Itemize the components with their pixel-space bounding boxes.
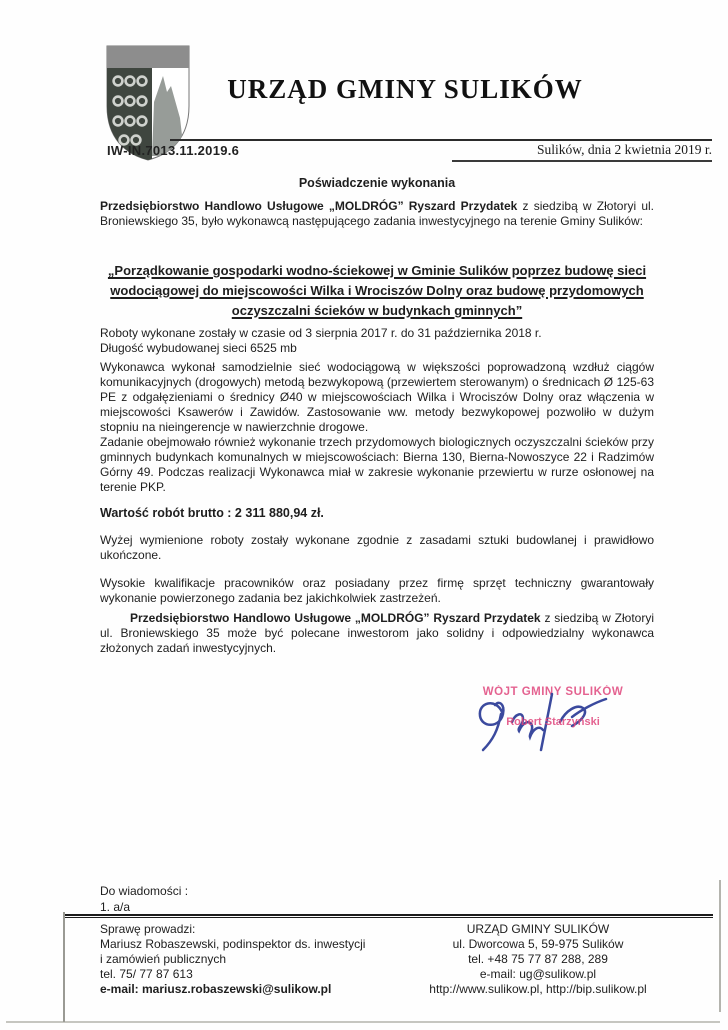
contractor-name: Przedsiębiorstwo Handlowo Usługowe „MOLDRÓG” Ryszard Przydatek — [100, 199, 518, 213]
description-paragraph-2: Zadanie obejmowało również wykonanie trzech przydomowych biologicznych oczyszczalni ścieków przy gminnych budynkach komunalnych w miejscowościach: Bierna 130, Bierna-Nowoszyce 22 i Radzimów Górny 49. Podczas realizacji Wykonawca miał w zakresie wykonanie przewiertu w rurze osłonowej na terenie PKP. — [100, 435, 654, 494]
place-and-date: Sulików, dnia 2 kwietnia 2019 r. — [537, 142, 712, 157]
office-address: ul. Dworcowa 5, 59-975 Sulików — [452, 937, 624, 951]
case-handler-dept: i zamówień publicznych — [100, 952, 227, 966]
document-title: Poświadczenie wykonania — [298, 176, 456, 190]
case-handler-lead: Sprawę prowadzi: — [100, 922, 196, 936]
project-title: „Porządkowanie gospodarki wodno-ściekowej w Gminie Sulików poprzez budowę sieci wodociągowej do miejscowości Wilka i Wrociszów Dolny oraz budowę przydomowych oczyszczalni ścieków w budynkach gminnych” — [107, 263, 647, 318]
completion-statement: Wyżej wymienione roboty zostały wykonane zgodnie z zasadami sztuki budowlanej i prawidłowo ukończone. — [100, 533, 654, 562]
date-divider — [452, 160, 712, 162]
recommendation-paragraph — [100, 611, 654, 656]
office-name: URZĄD GMINY SULIKÓW — [466, 922, 610, 936]
recommendation-text: z siedzibą w Złotoryi ul. Broniewskiego 35 może być polecane inwestorom jako solidny i odpowiedzialny wykonawca złożonych zadań inwestycyjnych. — [100, 611, 654, 655]
works-period: Roboty wykonane zostały w czasie od 3 sierpnia 2017 r. do 31 października 2018 r. — [100, 326, 542, 340]
distribution-label: Do wiadomości : — [100, 884, 189, 898]
distribution-item: 1. a/a — [100, 900, 131, 914]
scan-right-edge — [719, 880, 721, 1012]
header-divider — [170, 139, 712, 141]
works-description — [100, 360, 654, 495]
office-websites: http://www.sulikow.pl, http://bip.sulikow.pl — [429, 982, 647, 996]
signer-name: Robert Starzyński — [506, 716, 600, 728]
works-summary — [100, 326, 654, 356]
intro-paragraph — [100, 199, 654, 229]
office-email: e-mail: ug@sulikow.pl — [479, 967, 597, 981]
scan-left-edge — [63, 912, 65, 1022]
footer-divider — [63, 914, 713, 918]
network-length: Długość wybudowanej sieci 6525 mb — [100, 341, 297, 355]
reference-number: IW-IN.7013.11.2019.6 — [107, 143, 240, 158]
case-handler-name: Mariusz Robaszewski, podinspektor ds. inwestycji — [100, 937, 366, 951]
case-handler-phone: tel. 75/ 77 87 613 — [100, 967, 193, 981]
case-handler-email: e-mail: mariusz.robaszewski@sulikow.pl — [100, 982, 332, 996]
signer-title-stamp: WÓJT GMINY SULIKÓW — [482, 686, 624, 698]
scan-bottom-edge — [6, 1021, 720, 1023]
office-phone: tel. +48 75 77 87 288, 289 — [468, 952, 608, 966]
gross-value: Wartość robót brutto : 2 311 880,94 zł. — [100, 506, 324, 520]
signature-block — [448, 686, 658, 728]
footer-office-right — [388, 922, 688, 997]
contractor-name-repeat: Przedsiębiorstwo Handlowo Usługowe „MOLDRÓG” Ryszard Przydatek — [130, 611, 541, 625]
qualification-statement: Wysokie kwalifikacje pracowników oraz posiadany przez firmę sprzęt techniczny gwarantowały wykonanie powierzonego zadania bez jakichkolwiek zastrzeżeń. — [100, 576, 654, 605]
intro-text: z siedzibą w Złotoryi ul. Broniewskiego 35, było wykonawcą następującego zadania inwestycyjnego na terenie Gminy Sulików: — [100, 199, 654, 228]
distribution-note — [100, 883, 188, 915]
description-paragraph-1: Wykonawca wykonał samodzielnie sieć wodociągową w większości poprowadzoną wzdłuż ciągów komunikacyjnych (drogowych) metodą bezwykopową (przewiertem sterowanym) o średnicach Ø 125-63 PE z odgałęzieniami o średnicy Ø40 w miejscowościach Wilka i Wrociszów Dolny oraz włączenia w miejscowości Ksawerów i Zawidów. Zastosowanie ww. metody bezwykopowej pozwoliło w dużym stopniu na nieingerencje w nawierzchnie drogowe. — [100, 360, 654, 434]
footer-contact-left — [100, 922, 400, 997]
page-title: URZĄD GMINY SULIKÓW — [227, 74, 583, 104]
